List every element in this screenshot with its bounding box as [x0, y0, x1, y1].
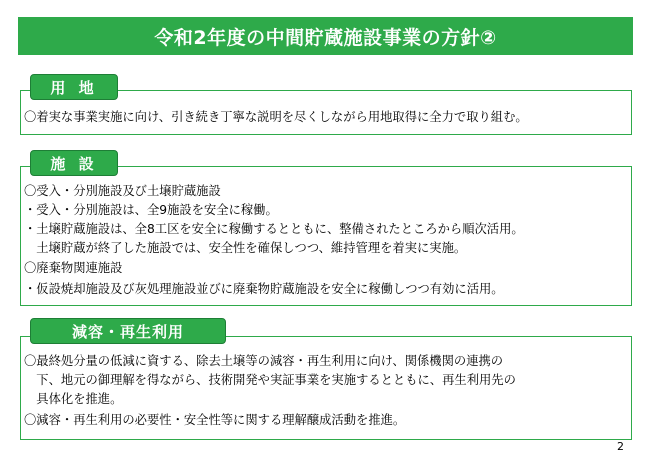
facilities-line-1: ・受入・分別施設は、全9施設を安全に稼働。	[24, 203, 278, 217]
facilities-line-0: 〇受入・分別施設及び土壌貯蔵施設	[24, 184, 221, 198]
facilities-line-3: 土壌貯蔵が終了した施設では、安全性を確保しつつ、維持管理を着実に実施。	[24, 241, 467, 255]
facilities-line-4: 〇廃棄物関連施設	[24, 261, 123, 275]
recycling-section-heading: 減容・再生利用	[30, 318, 226, 344]
recycling-line-0: 〇最終処分量の低減に資する、除去土壌等の減容・再生利用に向け、関係機関の連携の	[24, 354, 504, 368]
facilities-line-2: ・土壌貯蔵施設は、全8工区を安全に稼働するとともに、整備されたところから順次活用。	[24, 222, 524, 236]
page-title: 令和2年度の中間貯蔵施設事業の方針②	[18, 17, 633, 55]
recycling-line-3: 〇減容・再生利用の必要性・安全性等に関する理解醸成活動を推進。	[24, 413, 406, 427]
recycling-line-2: 具体化を推進。	[24, 392, 123, 406]
facilities-line-5: ・仮設焼却施設及び灰処理施設並びに廃棄物貯蔵施設を安全に稼働しつつ有効に活用。	[24, 282, 504, 296]
land-line-0: 〇着実な事業実施に向け、引き続き丁寧な説明を尽くしながら用地取得に全力で取り組む。	[24, 110, 528, 124]
facilities-section-heading: 施 設	[30, 150, 118, 176]
page-number: 2	[617, 440, 624, 453]
land-section-heading: 用 地	[30, 74, 118, 100]
recycling-line-1: 下、地元の御理解を得ながら、技術開発や実証事業を実施するとともに、再生利用先の	[24, 373, 516, 387]
